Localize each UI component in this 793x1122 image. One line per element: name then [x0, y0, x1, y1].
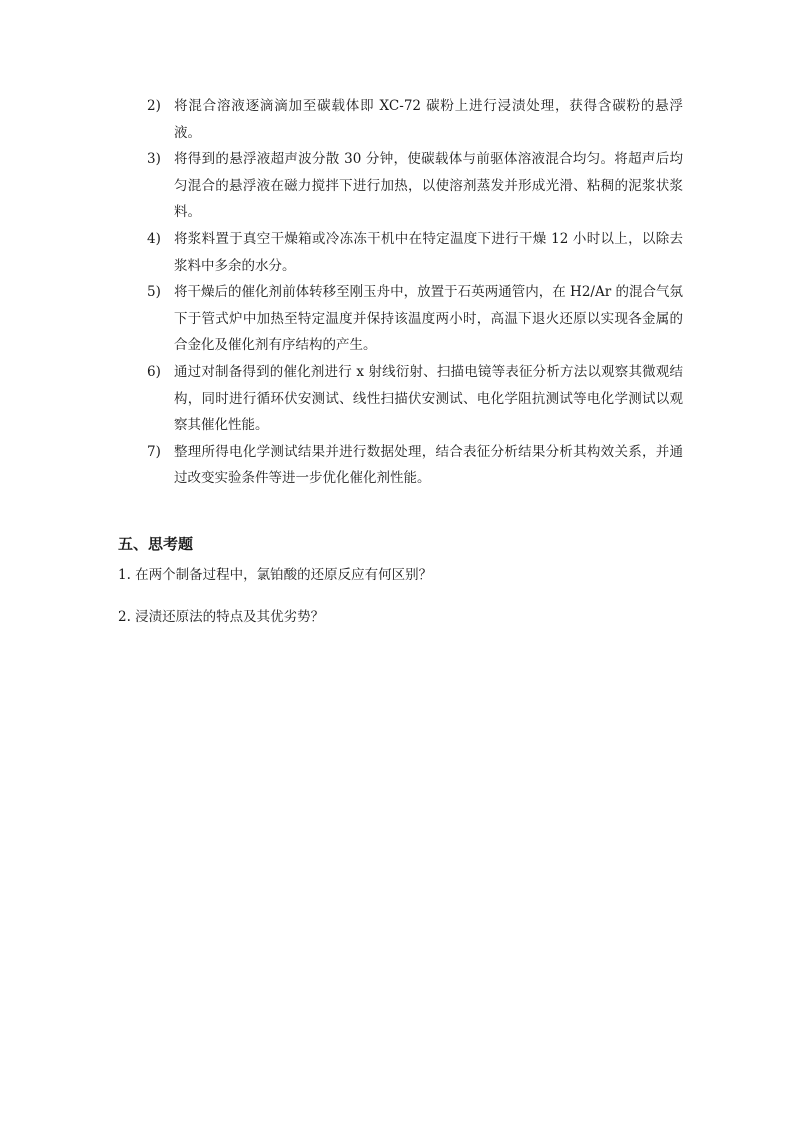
step-text: 整理所得电化学测试结果并进行数据处理，结合表征分析结果分析其构效关系，并通过改变实验条件等进一步优化催化剂性能。 — [174, 443, 683, 487]
step-text: 通过对制备得到的催化剂进行 x 射线衍射、扫描电镜等表征分析方法以观察其微观结构，同时进行循环伏安测试、线性扫描伏安测试、电化学阻抗测试等电化学测试以观察其催化性能。 — [174, 363, 683, 434]
step-text: 将混合溶液逐滴滴加至碳载体即 XC-72 碳粉上进行浸渍处理，获得含碳粉的悬浮液。 — [174, 98, 683, 141]
procedure-steps-list — [147, 93, 683, 492]
step-number: 3) — [147, 151, 161, 168]
step-number: 6) — [147, 363, 161, 380]
section-heading: 五、思考题 — [118, 535, 194, 553]
procedure-step — [147, 439, 683, 492]
question-item: 2. 浸渍还原法的特点及其优劣势？ — [118, 609, 325, 625]
step-text: 将得到的悬浮液超声波分散 30 分钟，使碳载体与前驱体溶液混合均匀。将超声后均匀混合的悬浮液在磁力搅拌下进行加热，以使溶剂蒸发并形成光滑、粘稠的泥浆状浆料。 — [174, 151, 683, 221]
step-number: 5) — [147, 284, 161, 301]
step-number: 2) — [147, 98, 161, 114]
procedure-step — [147, 279, 683, 359]
step-number: 7) — [147, 443, 161, 460]
step-text: 将干燥后的催化剂前体转移至刚玉舟中，放置于石英两通管内，在 H2/Ar 的混合气氛下于管式炉中加热至特定温度并保持该温度两小时，高温下退火还原以实现各金属的合金化及催化剂有序结构的产生。 — [174, 284, 683, 354]
procedure-step — [147, 93, 683, 146]
step-text: 将浆料置于真空干燥箱或冷冻冻干机中在特定温度下进行干燥 12 小时以上，以除去浆料中多余的水分。 — [174, 230, 683, 274]
procedure-step — [147, 226, 683, 279]
procedure-step — [147, 146, 683, 226]
procedure-step — [147, 359, 683, 439]
question-item: 1. 在两个制备过程中，氯铂酸的还原反应有何区别？ — [118, 567, 433, 583]
step-number: 4) — [147, 230, 161, 247]
